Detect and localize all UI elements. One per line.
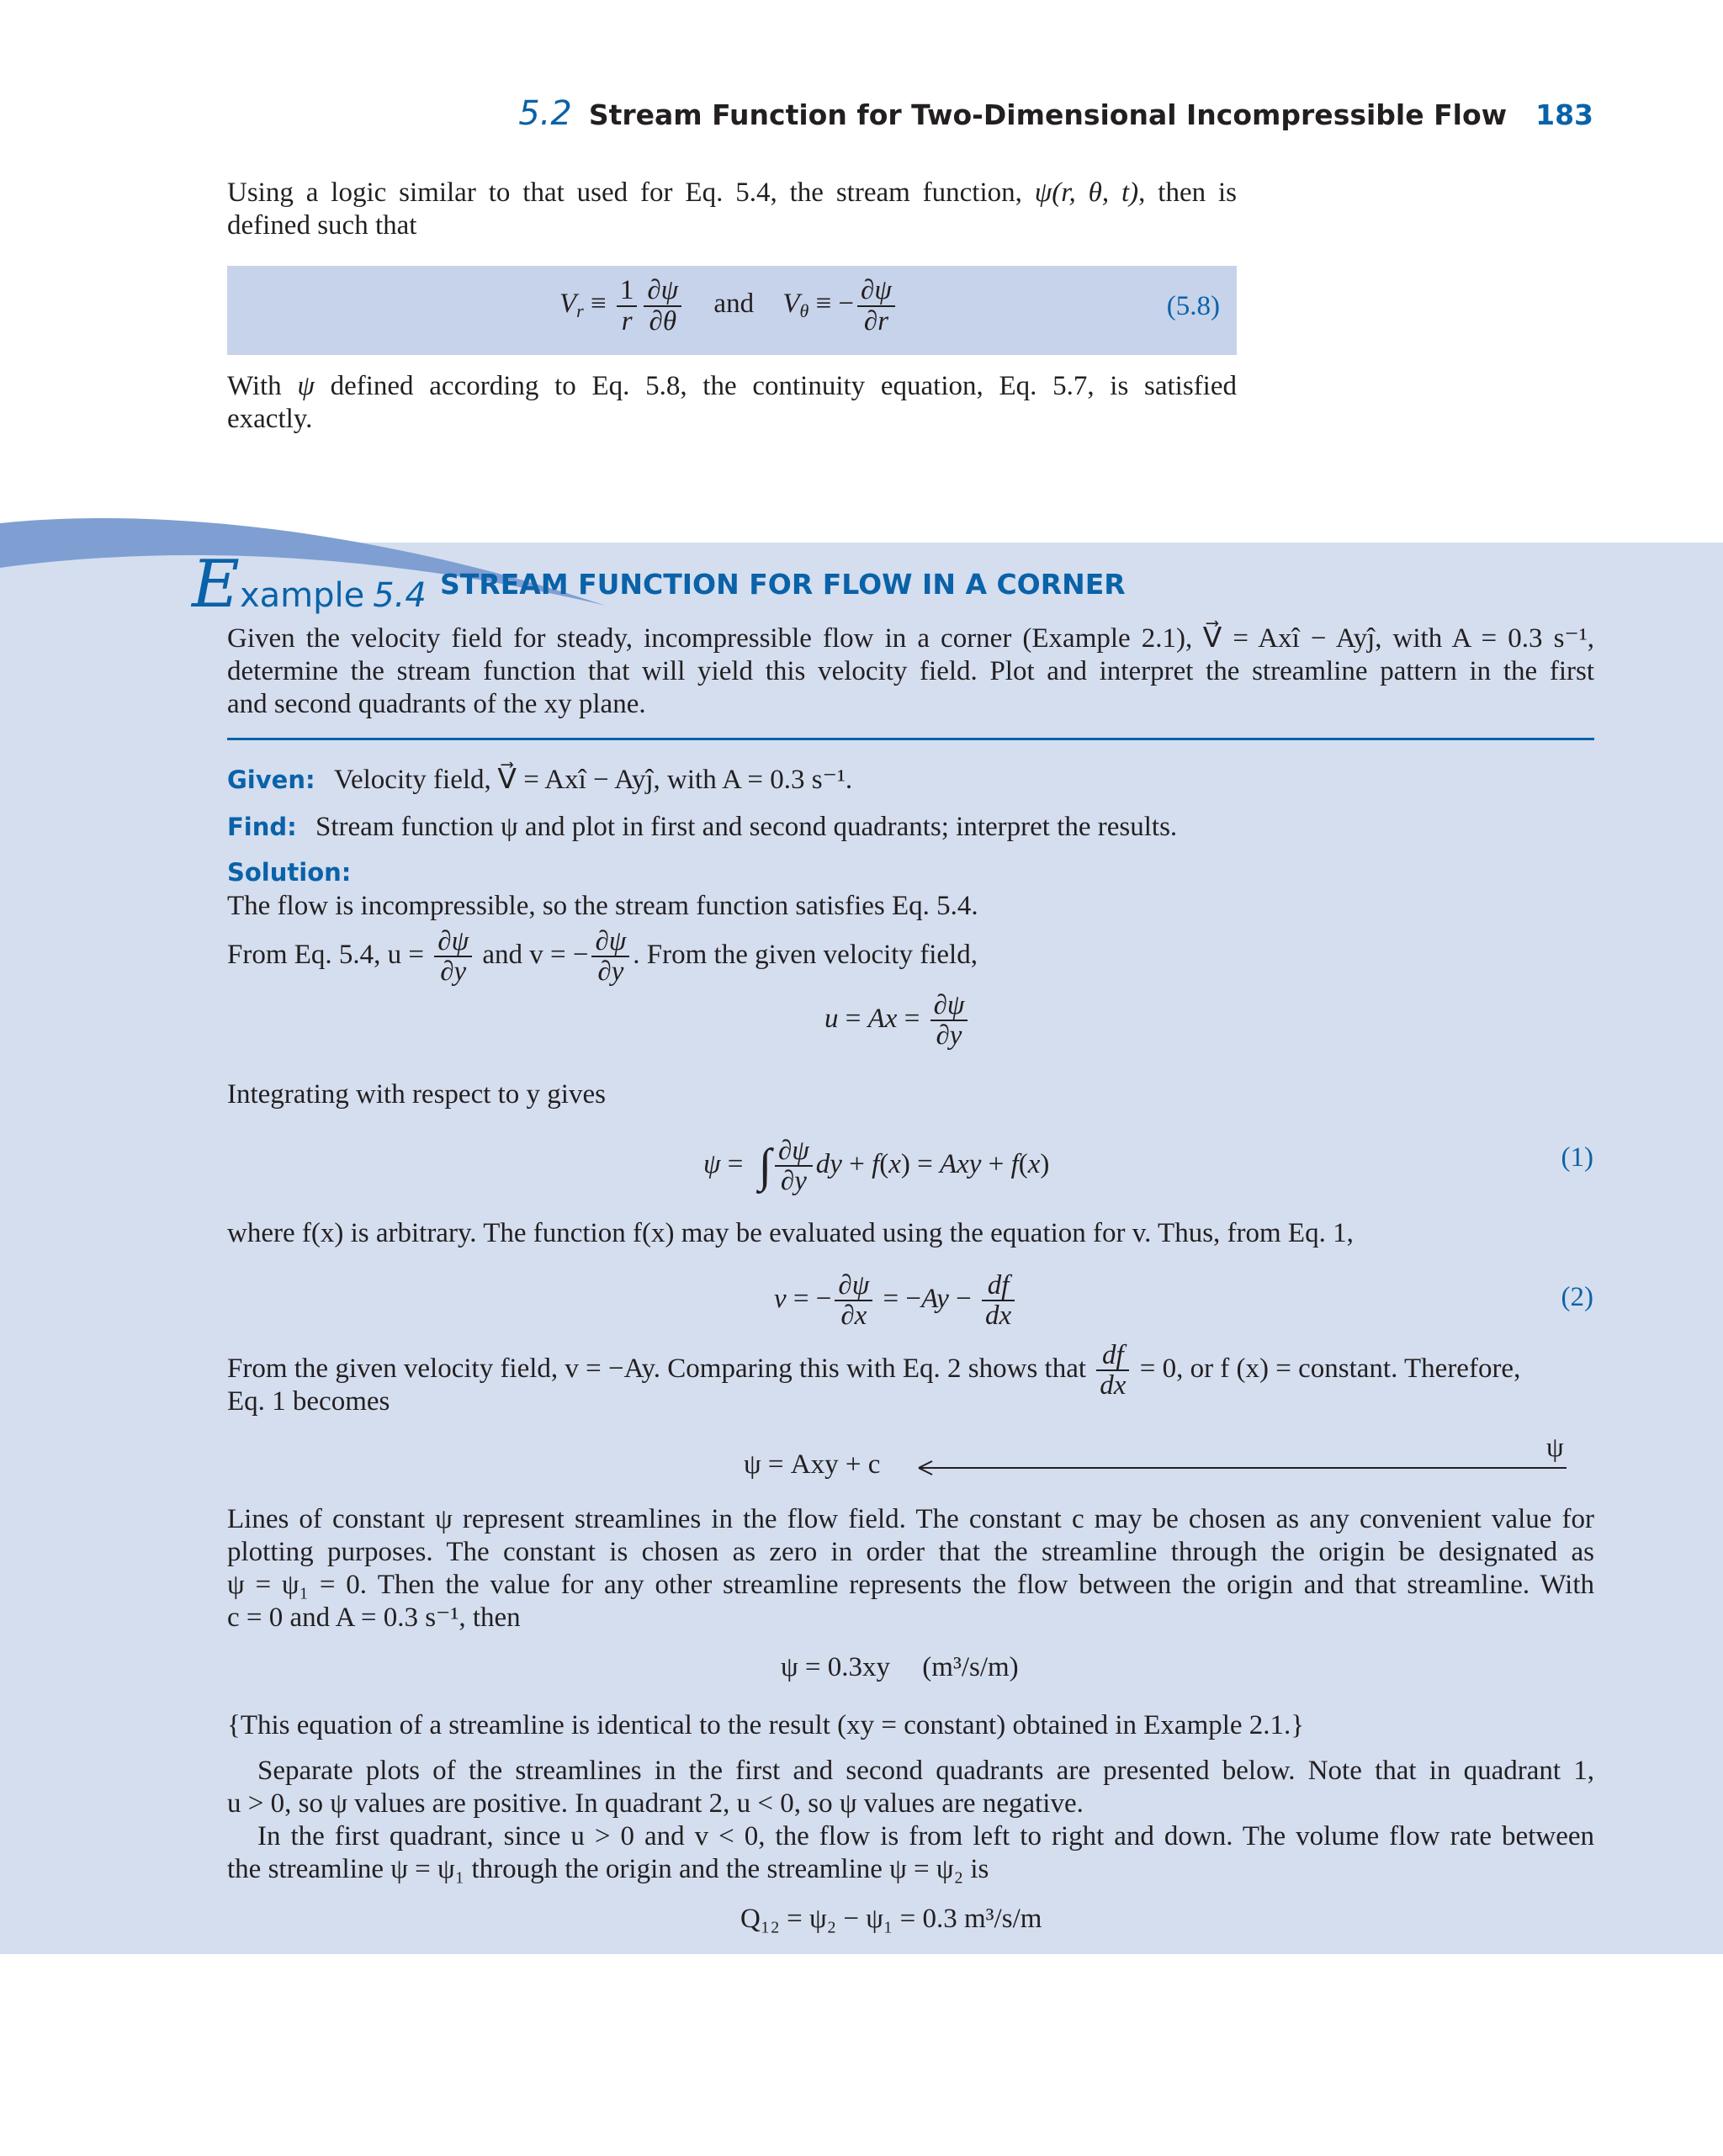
solution-line-5: From the given velocity field, v = −Ay. Comparing this with Eq. 2 shows that $\frac{df}{dx}$ = 0, or f (x) = constant. Therefore, xyxy=(227,1339,1521,1401)
psi-value-equation xyxy=(781,1651,1019,1684)
psi-units: (m³/s/m) xyxy=(922,1652,1019,1682)
solution-label-line xyxy=(227,856,351,889)
s2-text-c: . From the given velocity field, xyxy=(633,940,978,970)
continuity-text-end: defined according to Eq. 5.8, the continuity equation, Eq. 5.7, is satisfied xyxy=(314,371,1237,401)
solution-line-2: From Eq. 5.4, u = $\frac{\partial\psi}{\partial y}$ and v = − $\frac{\partial\psi}{\partial y}$ . From the given velocity field, xyxy=(227,925,978,988)
statement-line-2: determine the stream function that will yield this velocity field. Plot and interpret the streamline pattern in the first xyxy=(227,656,1594,686)
find-text: Stream function ψ and plot in first and second quadrants; interpret the results. xyxy=(315,812,1178,842)
s2-text-a: From Eq. 5.4, u = xyxy=(227,940,425,970)
continuity-text: With xyxy=(227,371,298,401)
equation-5-8-box xyxy=(227,266,1237,355)
section-title: Stream Function for Two-Dimensional Incompressible Flow xyxy=(588,98,1508,131)
example-title xyxy=(192,547,427,622)
solution-line-9a: In the first quadrant, since u > 0 and v < 0, the flow is from left to right and down. The volume flow rate between xyxy=(257,1821,1594,1851)
psi-equation: ψ = Axy + c xyxy=(744,1449,881,1480)
section-divider xyxy=(227,738,1594,740)
running-header xyxy=(518,94,1593,136)
result-arrow xyxy=(907,1455,1572,1481)
solution-line-6d: c = 0 and A = 0.3 s⁻¹, then xyxy=(227,1602,521,1633)
given-line xyxy=(227,764,852,797)
find-line xyxy=(227,811,1177,844)
psi-value: ψ = 0.3xy xyxy=(781,1652,891,1682)
q12-equation: Q₁₂ = ψ₂ − ψ₁ = 0.3 m³/s/m xyxy=(740,1904,1042,1934)
solution-line-3: Integrating with respect to y gives xyxy=(227,1079,606,1110)
intro-text-end: , then is xyxy=(1138,177,1237,208)
example-heading: STREAM FUNCTION FOR FLOW IN A CORNER xyxy=(440,568,1126,601)
example-initial: E xyxy=(192,547,240,622)
intro-psi-args: ψ(r, θ, t) xyxy=(1034,177,1139,208)
solution-line-9b: the streamline ψ = ψ₁ through the origin and the streamline ψ = ψ₂ is xyxy=(227,1854,989,1884)
statement-line-3: and second quadrants of the xy plane. xyxy=(227,689,646,719)
equation-number-2: (2) xyxy=(1561,1282,1593,1312)
section-number: 5.2 xyxy=(518,94,572,133)
equation-number-5-8: (5.8) xyxy=(1166,291,1220,321)
solution-line-8b: u > 0, so ψ values are positive. In quadrant 2, u < 0, so ψ values are negative. xyxy=(227,1788,1084,1819)
given-text: Velocity field, V⃗ = Axî − Ayĵ, with A = 0.3 s⁻¹. xyxy=(333,765,853,795)
page-number: 183 xyxy=(1535,98,1593,131)
solution-line-7: {This equation of a streamline is identical to the result (xy = constant) obtained in Example 2.1.} xyxy=(227,1710,1305,1740)
intro-paragraph-line-1 xyxy=(227,177,1237,209)
solution-line-6b: plotting purposes. The constant is chosen as zero in order that the streamline through the origin be designated as xyxy=(227,1537,1594,1567)
example-word: xample xyxy=(239,576,365,615)
equation-5-8: $V_r$ ≡ $\frac{1}{r}$ $\frac{\partial\psi}{\partial\theta}$ and $V_\theta$ ≡ − $\frac{\partial\psi}{\partial r}$ xyxy=(559,276,899,336)
solution-line-1: The flow is incompressible, so the stream function satisfies Eq. 5.4. xyxy=(227,891,978,921)
continuity-psi: ψ xyxy=(297,371,315,401)
solution-label: Solution: xyxy=(227,858,352,887)
solution-line-6c: ψ = ψ₁ = 0. Then the value for any other streamline represents the flow between the origin and that streamline. With xyxy=(227,1570,1594,1600)
equation-1: ψ = ∫ $\frac{\partial\psi}{\partial y}$ dy + f(x) = Axy + f(x) xyxy=(703,1135,1050,1197)
equation-u: u = Ax = $\frac{\partial\psi}{\partial y}$ xyxy=(824,986,971,1052)
continuity-paragraph-line-2: exactly. xyxy=(227,404,313,434)
example-number: 5.4 xyxy=(373,576,427,615)
statement-line-1: Given the velocity field for steady, incompressible flow in a corner (Example 2.1), V⃗ = Axî − Ayĵ, with A = 0.3 s⁻¹, xyxy=(227,623,1594,654)
continuity-paragraph-line-1 xyxy=(227,370,1237,403)
given-label: Given: xyxy=(227,765,315,794)
arrow-label-psi: ψ xyxy=(1546,1433,1564,1463)
solution-line-4: where f(x) is arbitrary. The function f(x) may be evaluated using the equation for v. Thus, from Eq. 1, xyxy=(227,1218,1354,1248)
intro-paragraph-line-2: defined such that xyxy=(227,210,417,241)
solution-line-8a: Separate plots of the streamlines in the first and second quadrants are presented below. Note that in quadrant 1, xyxy=(257,1756,1594,1786)
s5-text-a: From the given velocity field, v = −Ay. Comparing this with Eq. 2 shows that xyxy=(227,1353,1087,1384)
solution-line-6a: Lines of constant ψ represent streamlines in the flow field. The constant c may be chosen as any convenient value for xyxy=(227,1504,1594,1534)
s2-text-b: and v = − xyxy=(482,940,589,970)
intro-text: Using a logic similar to that used for Eq. 5.4, the stream function, xyxy=(227,177,1035,208)
equation-number-1: (1) xyxy=(1561,1142,1593,1173)
solution-line-5b: Eq. 1 becomes xyxy=(227,1386,390,1417)
s5-text-b: = 0, or f (x) = constant. Therefore, xyxy=(1139,1353,1521,1384)
find-label: Find: xyxy=(227,813,297,841)
equation-2: v = − $\frac{\partial\psi}{\partial x}$ = −Ay − $\frac{df}{dx}$ xyxy=(774,1266,1018,1332)
